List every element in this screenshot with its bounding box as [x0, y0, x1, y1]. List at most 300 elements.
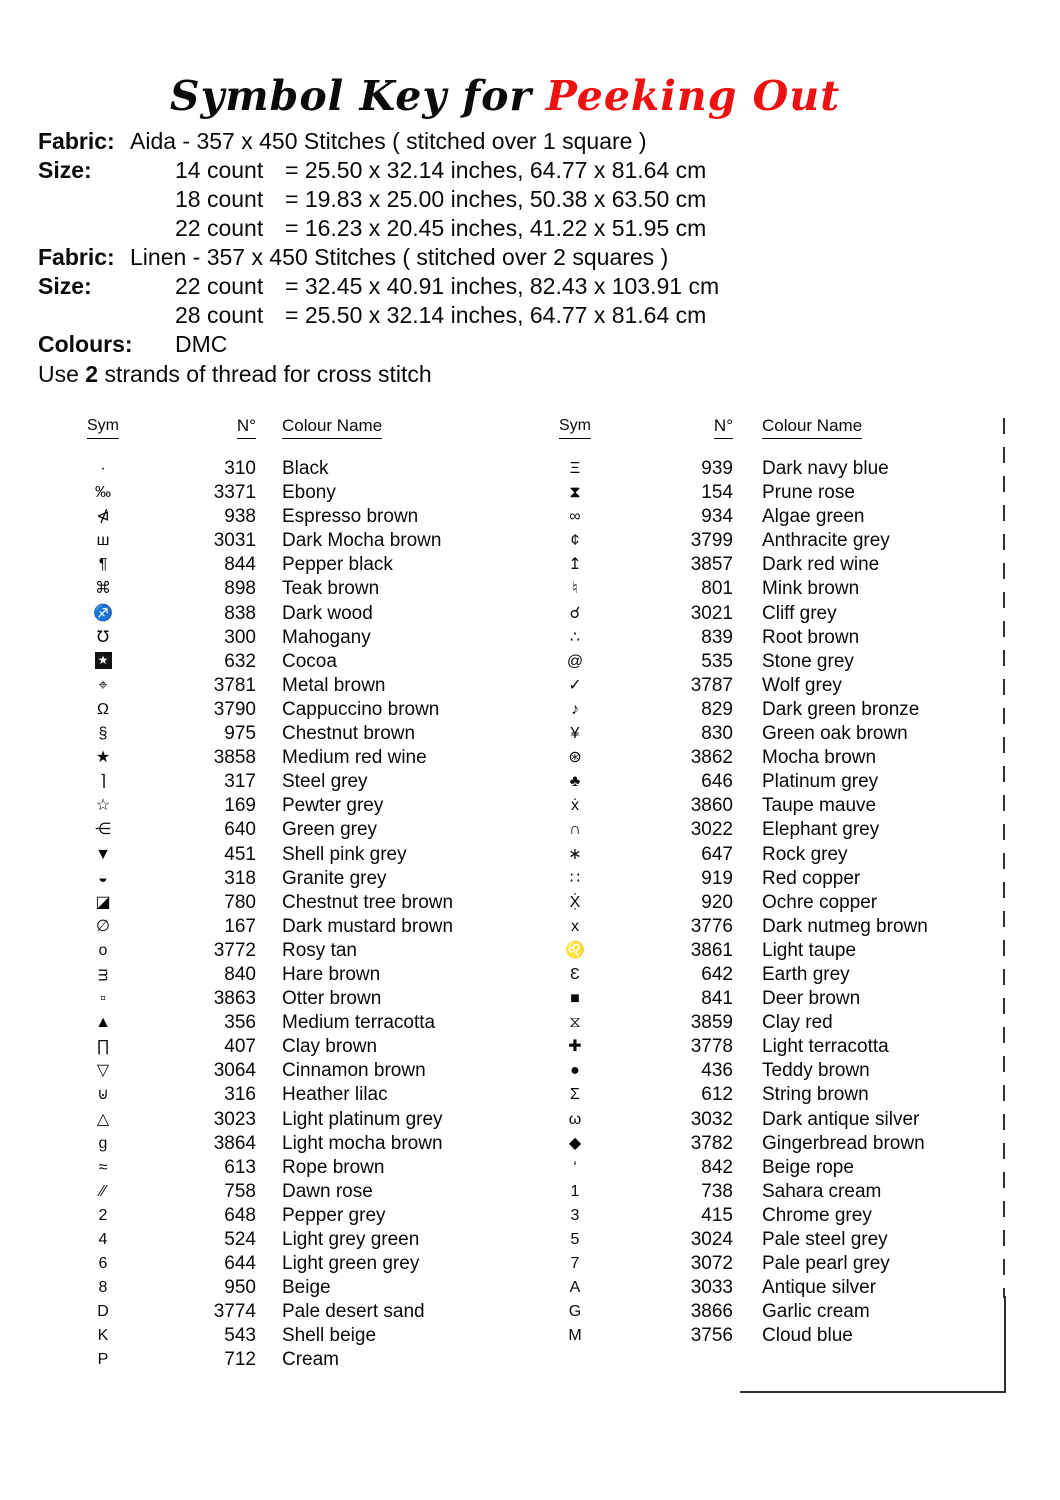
- dmc-number: 950: [224, 1277, 256, 1299]
- symbol-row: [60, 529, 510, 553]
- dmc-number: 840: [224, 963, 256, 985]
- symbol-row: [60, 987, 510, 1011]
- stitch-symbol: G: [568, 1303, 582, 1321]
- stitch-symbol: A: [569, 1279, 581, 1297]
- colour-name: Chestnut tree brown: [282, 891, 454, 913]
- spec-label: Fabric:: [38, 128, 115, 154]
- dmc-number: 3024: [690, 1229, 733, 1250]
- symbol-row: [540, 987, 1005, 1011]
- symbol-row: [60, 963, 510, 987]
- stitch-symbol: ↥: [568, 556, 582, 574]
- stitch-symbol: ▫: [100, 990, 106, 1008]
- symbol-row: [60, 1228, 510, 1252]
- colour-name: Espresso brown: [282, 506, 419, 528]
- symbol-row: [60, 1083, 510, 1107]
- colour-name: Rope brown: [282, 1156, 385, 1178]
- dmc-number: 829: [701, 698, 733, 720]
- dmc-number: 317: [224, 771, 256, 793]
- colour-name: Light taupe: [762, 939, 857, 961]
- spec-label: Colours:: [38, 331, 133, 357]
- stitch-symbol: ✚: [568, 1038, 582, 1056]
- symbol-row: [540, 650, 1005, 674]
- stitch-symbol: ∴: [569, 628, 581, 646]
- dmc-number: 3756: [690, 1325, 733, 1347]
- colour-name: Hare brown: [282, 963, 381, 985]
- dmc-number: 712: [224, 1349, 256, 1371]
- stitch-symbol: ∗: [568, 845, 582, 863]
- symbol-row: [60, 1276, 510, 1300]
- dmc-number: 3858: [213, 747, 256, 769]
- stitch-symbol: 1: [570, 1182, 580, 1200]
- column-header-colour-name: Colour Name: [733, 414, 862, 438]
- colour-name: Gingerbread brown: [762, 1132, 925, 1154]
- dmc-number: 3860: [690, 795, 733, 817]
- symbol-row: [540, 770, 1005, 794]
- dmc-number: 415: [701, 1204, 733, 1226]
- symbol-row: [60, 457, 510, 481]
- symbol-row: [60, 1180, 510, 1204]
- colour-name: Beige: [282, 1277, 331, 1299]
- symbol-row: [60, 674, 510, 698]
- symbol-row: [540, 698, 1005, 722]
- symbol-table-column-right: [540, 414, 1005, 1348]
- spec-label: Size:: [38, 157, 92, 183]
- colour-name: Stone grey: [762, 650, 854, 672]
- dmc-number: 830: [701, 723, 733, 745]
- stitch-symbol: ☌: [569, 604, 581, 622]
- stitch-symbol: ●: [570, 1062, 580, 1080]
- colour-name: Chrome grey: [762, 1204, 872, 1226]
- spec-count: 14 count: [175, 157, 264, 183]
- dmc-number: 3861: [690, 939, 733, 961]
- colour-name: Cinnamon brown: [282, 1060, 426, 1082]
- stitch-symbol: 2: [98, 1206, 108, 1224]
- colour-name: Dark navy blue: [762, 458, 889, 479]
- dmc-number: 839: [701, 626, 733, 648]
- spec-line-size-22: [0, 214, 1060, 243]
- stitch-symbol: ∩: [569, 821, 581, 839]
- stitch-symbol: ♪: [571, 700, 579, 718]
- symbol-row: [540, 1228, 1005, 1252]
- symbol-row: [540, 963, 1005, 987]
- symbol-row: [540, 867, 1005, 891]
- colour-name: Mocha brown: [762, 747, 877, 769]
- colour-name: Cliff grey: [762, 602, 837, 624]
- symbol-row: [60, 770, 510, 794]
- table-header-row: [60, 414, 510, 438]
- symbol-row: [60, 867, 510, 891]
- stitch-symbol: ☆: [95, 797, 111, 815]
- stitch-symbol: g: [98, 1134, 108, 1152]
- symbol-row: [540, 553, 1005, 577]
- spec-dimensions: = 25.50 x 32.14 inches, 64.77 x 81.64 cm: [285, 157, 707, 183]
- spec-label: Fabric:: [38, 244, 115, 270]
- stitch-symbol: Ξ: [569, 460, 581, 477]
- colour-name: Dark Mocha brown: [282, 530, 442, 552]
- colour-name: Medium red wine: [282, 747, 427, 769]
- dmc-number: 524: [224, 1229, 256, 1250]
- colour-name: Metal brown: [282, 674, 386, 696]
- colour-name: Wolf grey: [762, 674, 842, 696]
- dmc-number: 3021: [690, 602, 733, 624]
- symbol-row: [60, 1132, 510, 1156]
- stitch-symbol: ◆: [568, 1134, 582, 1152]
- dmc-number: 3031: [213, 530, 256, 552]
- dmc-number: 975: [224, 723, 256, 745]
- colour-name: Green grey: [282, 819, 378, 841]
- stitch-symbol: ♣: [569, 773, 581, 791]
- dmc-number: 801: [701, 578, 733, 600]
- stitch-symbol: 8: [98, 1279, 108, 1297]
- column-header-sym: Sym: [60, 414, 146, 438]
- stitch-symbol: ‘: [573, 1158, 577, 1176]
- stitch-symbol: ш: [96, 532, 110, 550]
- colour-name: Green oak brown: [762, 723, 908, 745]
- colour-name: Dark mustard brown: [282, 915, 454, 937]
- colour-name: Elephant grey: [762, 819, 880, 841]
- symbol-row: [540, 1059, 1005, 1083]
- colour-name: Dark antique silver: [762, 1108, 920, 1130]
- symbol-row: [540, 1011, 1005, 1035]
- stitch-symbol: P: [97, 1351, 109, 1369]
- pattern-area-border-horizontal: [740, 1391, 1006, 1393]
- symbol-row: [540, 1132, 1005, 1156]
- stitch-symbol: ·: [100, 460, 106, 477]
- dmc-number: 300: [224, 626, 256, 648]
- symbol-row: [540, 457, 1005, 481]
- colour-name: Pepper grey: [282, 1204, 386, 1226]
- symbol-row: [540, 674, 1005, 698]
- dmc-number: 3863: [213, 988, 256, 1010]
- symbol-row: [540, 505, 1005, 529]
- dmc-number: 169: [224, 795, 256, 817]
- colour-name: Cappuccino brown: [282, 698, 440, 720]
- dmc-number: 451: [224, 843, 256, 865]
- dmc-number: 3859: [690, 1012, 733, 1034]
- colour-name: Algae green: [762, 506, 865, 528]
- symbol-row: [60, 505, 510, 529]
- dmc-number: 844: [224, 554, 256, 576]
- colour-name: Platinum grey: [762, 771, 879, 793]
- stitch-symbol: ⧖: [569, 1014, 581, 1032]
- symbol-row: [60, 1156, 510, 1180]
- symbol-row: [60, 650, 510, 674]
- dmc-number: 898: [224, 578, 256, 600]
- spec-dimensions: = 16.23 x 20.45 inches, 41.22 x 51.95 cm: [285, 215, 707, 241]
- dmc-number: 3790: [213, 698, 256, 720]
- dmc-number: 3778: [690, 1036, 733, 1058]
- stitch-symbol: △: [96, 1110, 110, 1128]
- dmc-number: 3782: [690, 1132, 733, 1154]
- stitch-symbol: ⌉: [99, 773, 107, 791]
- symbol-row: [60, 1204, 510, 1228]
- dmc-number: 919: [701, 867, 733, 889]
- colour-name: Beige rope: [762, 1156, 854, 1178]
- stitch-symbol: ⋲: [95, 821, 111, 839]
- symbol-row: [60, 577, 510, 601]
- spec-line-size-28: [0, 301, 1060, 330]
- dmc-number: 154: [701, 482, 733, 504]
- symbol-row: [60, 1252, 510, 1276]
- dmc-number: 3866: [690, 1301, 733, 1323]
- stitch-symbol: ♮: [572, 580, 578, 598]
- dmc-number: 3864: [213, 1132, 256, 1154]
- symbol-row: [540, 794, 1005, 818]
- colour-name: Garlic cream: [762, 1301, 870, 1323]
- colour-name: Prune rose: [762, 482, 855, 504]
- symbol-row: [540, 746, 1005, 770]
- dmc-number: 758: [224, 1180, 256, 1202]
- page-boundary-dashed-line: [1003, 418, 1005, 1298]
- dmc-number: 3772: [213, 939, 256, 961]
- symbol-row: [60, 1059, 510, 1083]
- stitch-symbol: ◒: [98, 869, 108, 887]
- colour-name: Antique silver: [762, 1277, 877, 1299]
- stitch-symbol: Ɛ: [570, 965, 580, 983]
- stitch-symbol: ∏: [96, 1038, 110, 1056]
- colour-name: Taupe mauve: [762, 795, 877, 817]
- stitch-symbol: ¶: [98, 556, 108, 574]
- symbol-row: [60, 939, 510, 963]
- page-title: [0, 72, 1010, 120]
- symbol-row: [60, 698, 510, 722]
- colour-name: Granite grey: [282, 867, 387, 889]
- dmc-number: 612: [701, 1084, 733, 1106]
- dmc-number: 646: [701, 771, 733, 793]
- colour-name: Pepper black: [282, 554, 393, 576]
- spec-value: Linen - 357 x 450 Stitches ( stitched over 2 squares ): [130, 244, 669, 270]
- colour-name: Steel grey: [282, 771, 368, 793]
- colour-name: Dark nutmeg brown: [762, 915, 928, 937]
- colour-name: Teak brown: [282, 578, 380, 600]
- symbol-row: [540, 481, 1005, 505]
- dmc-number: 938: [224, 506, 256, 528]
- stitch-symbol: ≈: [98, 1158, 108, 1176]
- colour-name: Earth grey: [762, 963, 850, 985]
- colour-name: Dawn rose: [282, 1180, 373, 1202]
- symbol-row: [60, 1108, 510, 1132]
- colour-name: Pewter grey: [282, 795, 384, 817]
- dmc-number: 3862: [690, 747, 733, 769]
- symbol-row: [60, 843, 510, 867]
- spec-dimensions: = 25.50 x 32.14 inches, 64.77 x 81.64 cm: [285, 302, 707, 328]
- symbol-row: [60, 818, 510, 842]
- symbol-row: [540, 843, 1005, 867]
- colour-name: Pale desert sand: [282, 1301, 425, 1323]
- colour-name: Pale pearl grey: [762, 1253, 890, 1275]
- colour-name: Light grey green: [282, 1229, 420, 1250]
- stitch-symbol: Ω: [97, 700, 109, 718]
- colour-name: Black: [282, 458, 329, 479]
- dmc-number: 3072: [690, 1253, 733, 1275]
- spec-line-size-14: [0, 156, 1060, 185]
- colour-name: Shell pink grey: [282, 843, 407, 865]
- stitch-symbol: ⌘: [95, 580, 111, 598]
- column-header-sym: Sym: [540, 414, 610, 438]
- colour-name: Light terracotta: [762, 1036, 889, 1058]
- stitch-symbol: ◪: [95, 893, 111, 911]
- dmc-number: 647: [701, 843, 733, 865]
- stitch-symbol: K: [97, 1327, 109, 1345]
- spec-line-size-18: [0, 185, 1060, 214]
- dmc-number: 920: [701, 891, 733, 913]
- table-header-row: [540, 414, 1005, 438]
- stitch-symbol: 6: [98, 1255, 108, 1273]
- colour-name: Sahara cream: [762, 1180, 882, 1202]
- colour-name: Ochre copper: [762, 891, 878, 913]
- symbol-row: [60, 602, 510, 626]
- stitch-symbol: ᴟ: [98, 965, 108, 983]
- colour-name: Cloud blue: [762, 1325, 853, 1347]
- symbol-row: [60, 722, 510, 746]
- stitch-symbol: o: [98, 941, 108, 959]
- colour-name: Chestnut brown: [282, 723, 416, 745]
- dmc-number: 841: [701, 988, 733, 1010]
- spec-count: 28 count: [175, 302, 264, 328]
- dmc-number: 3032: [690, 1108, 733, 1130]
- colour-name: Root brown: [762, 626, 860, 648]
- stitch-symbol: ★: [60, 650, 146, 674]
- page-title-project-name: Peeking Out: [546, 72, 841, 120]
- stitch-symbol: ♌: [565, 941, 585, 959]
- stitch-symbol: ⋪: [96, 508, 110, 526]
- stitch-symbol: ∕∕: [100, 1182, 106, 1200]
- spec-label: Size:: [38, 273, 92, 299]
- spec-line-size-22-linen: [0, 272, 1060, 301]
- stitch-symbol: ω: [568, 1110, 582, 1128]
- strands-note: [38, 360, 432, 389]
- stitch-symbol: ¥: [570, 725, 580, 743]
- dmc-number: 3781: [213, 674, 256, 696]
- dmc-number: 3033: [690, 1277, 733, 1299]
- stitch-symbol: x: [571, 917, 579, 935]
- stitch-symbol: ▽: [96, 1062, 110, 1080]
- stitch-symbol: ⊛: [568, 749, 582, 767]
- dmc-number: 939: [701, 458, 733, 479]
- dmc-number: 316: [224, 1084, 256, 1106]
- dmc-number: 543: [224, 1325, 256, 1347]
- stitch-symbol: 5: [570, 1231, 580, 1248]
- stitch-symbol: 4: [98, 1231, 108, 1248]
- symbol-row: [540, 818, 1005, 842]
- colour-name: Pale steel grey: [762, 1229, 888, 1250]
- spec-dimensions: = 19.83 x 25.00 inches, 50.38 x 63.50 cm: [285, 186, 707, 212]
- strands-suffix: strands of thread for cross stitch: [98, 361, 432, 387]
- symbol-row: [60, 1324, 510, 1348]
- colour-name: String brown: [762, 1084, 869, 1106]
- symbol-table-column-left: [60, 414, 510, 1373]
- spec-dimensions: = 32.45 x 40.91 inches, 82.43 x 103.91 cm: [285, 273, 720, 299]
- stitch-symbol: ■: [570, 990, 580, 1008]
- symbol-row: [540, 1276, 1005, 1300]
- symbol-row: [60, 1035, 510, 1059]
- colour-name: Red copper: [762, 867, 861, 889]
- colour-name: Teddy brown: [762, 1060, 870, 1082]
- dmc-number: 632: [224, 650, 256, 672]
- symbol-row: [540, 1035, 1005, 1059]
- symbol-row: [60, 891, 510, 915]
- spec-line-fabric-aida: [0, 127, 1060, 156]
- spec-line-fabric-linen: [0, 243, 1060, 272]
- dmc-number: 318: [224, 867, 256, 889]
- dmc-number: 167: [224, 915, 256, 937]
- colour-name: Rosy tan: [282, 939, 357, 961]
- stitch-symbol: 7: [570, 1255, 580, 1273]
- colour-name: Dark wood: [282, 602, 373, 624]
- dmc-number: 613: [224, 1156, 256, 1178]
- symbol-row: [540, 602, 1005, 626]
- column-header-number: N°: [610, 414, 733, 438]
- stitch-symbol: ¢: [570, 532, 580, 550]
- spec-value: Aida - 357 x 450 Stitches ( stitched over 1 square ): [130, 128, 647, 154]
- spec-count: 22 count: [175, 215, 264, 241]
- colour-name: Shell beige: [282, 1325, 377, 1347]
- dmc-number: 934: [701, 506, 733, 528]
- colour-name: Mahogany: [282, 626, 371, 648]
- spec-count: 18 count: [175, 186, 264, 212]
- symbol-row: [60, 915, 510, 939]
- spec-value: DMC: [175, 331, 228, 357]
- dmc-number: 838: [224, 602, 256, 624]
- stitch-symbol: 3: [570, 1206, 580, 1224]
- dmc-number: 407: [224, 1036, 256, 1058]
- stitch-symbol: ✓: [568, 676, 582, 694]
- colour-name: Cream: [282, 1349, 340, 1371]
- symbol-row: [540, 891, 1005, 915]
- dmc-number: 436: [701, 1060, 733, 1082]
- colour-name: Dark green bronze: [762, 698, 920, 720]
- stitch-symbol: M: [568, 1327, 582, 1345]
- dmc-number: 644: [224, 1253, 256, 1275]
- symbol-row: [60, 553, 510, 577]
- dmc-number: 310: [224, 458, 256, 479]
- symbol-row: [540, 939, 1005, 963]
- symbol-row: [540, 1180, 1005, 1204]
- symbol-row: [60, 626, 510, 650]
- stitch-symbol: ▲: [95, 1014, 111, 1032]
- colour-name: Light platinum grey: [282, 1108, 443, 1130]
- stitch-symbol: ∷: [569, 869, 581, 887]
- dmc-number: 3787: [690, 674, 733, 696]
- dmc-number: 3776: [690, 915, 733, 937]
- stitch-symbol: ∅: [96, 917, 110, 935]
- dmc-number: 535: [701, 650, 733, 672]
- stitch-symbol: ‰: [95, 484, 111, 502]
- colour-name: Deer brown: [762, 988, 861, 1010]
- symbol-row: [540, 1300, 1005, 1324]
- stitch-symbol: §: [98, 725, 108, 743]
- page-title-text: Symbol Key for: [169, 72, 533, 120]
- colour-name: Clay red: [762, 1012, 833, 1034]
- stitch-symbol: ★: [95, 749, 111, 767]
- symbol-row: [540, 1252, 1005, 1276]
- colour-name: Mink brown: [762, 578, 860, 600]
- symbol-row: [540, 577, 1005, 601]
- colour-name: Medium terracotta: [282, 1012, 436, 1034]
- colour-name: Light mocha brown: [282, 1132, 443, 1154]
- symbol-row: [540, 915, 1005, 939]
- colour-name: Rock grey: [762, 843, 848, 865]
- dmc-number: 3857: [690, 554, 733, 576]
- stitch-symbol: ⌖: [98, 676, 108, 694]
- symbol-row: [540, 1324, 1005, 1348]
- dmc-number: 648: [224, 1204, 256, 1226]
- dmc-number: 3371: [213, 482, 256, 504]
- stitch-symbol: ♐: [93, 604, 113, 622]
- stitch-symbol: ẋ: [571, 797, 579, 815]
- symbol-row: [540, 722, 1005, 746]
- symbol-row: [60, 746, 510, 770]
